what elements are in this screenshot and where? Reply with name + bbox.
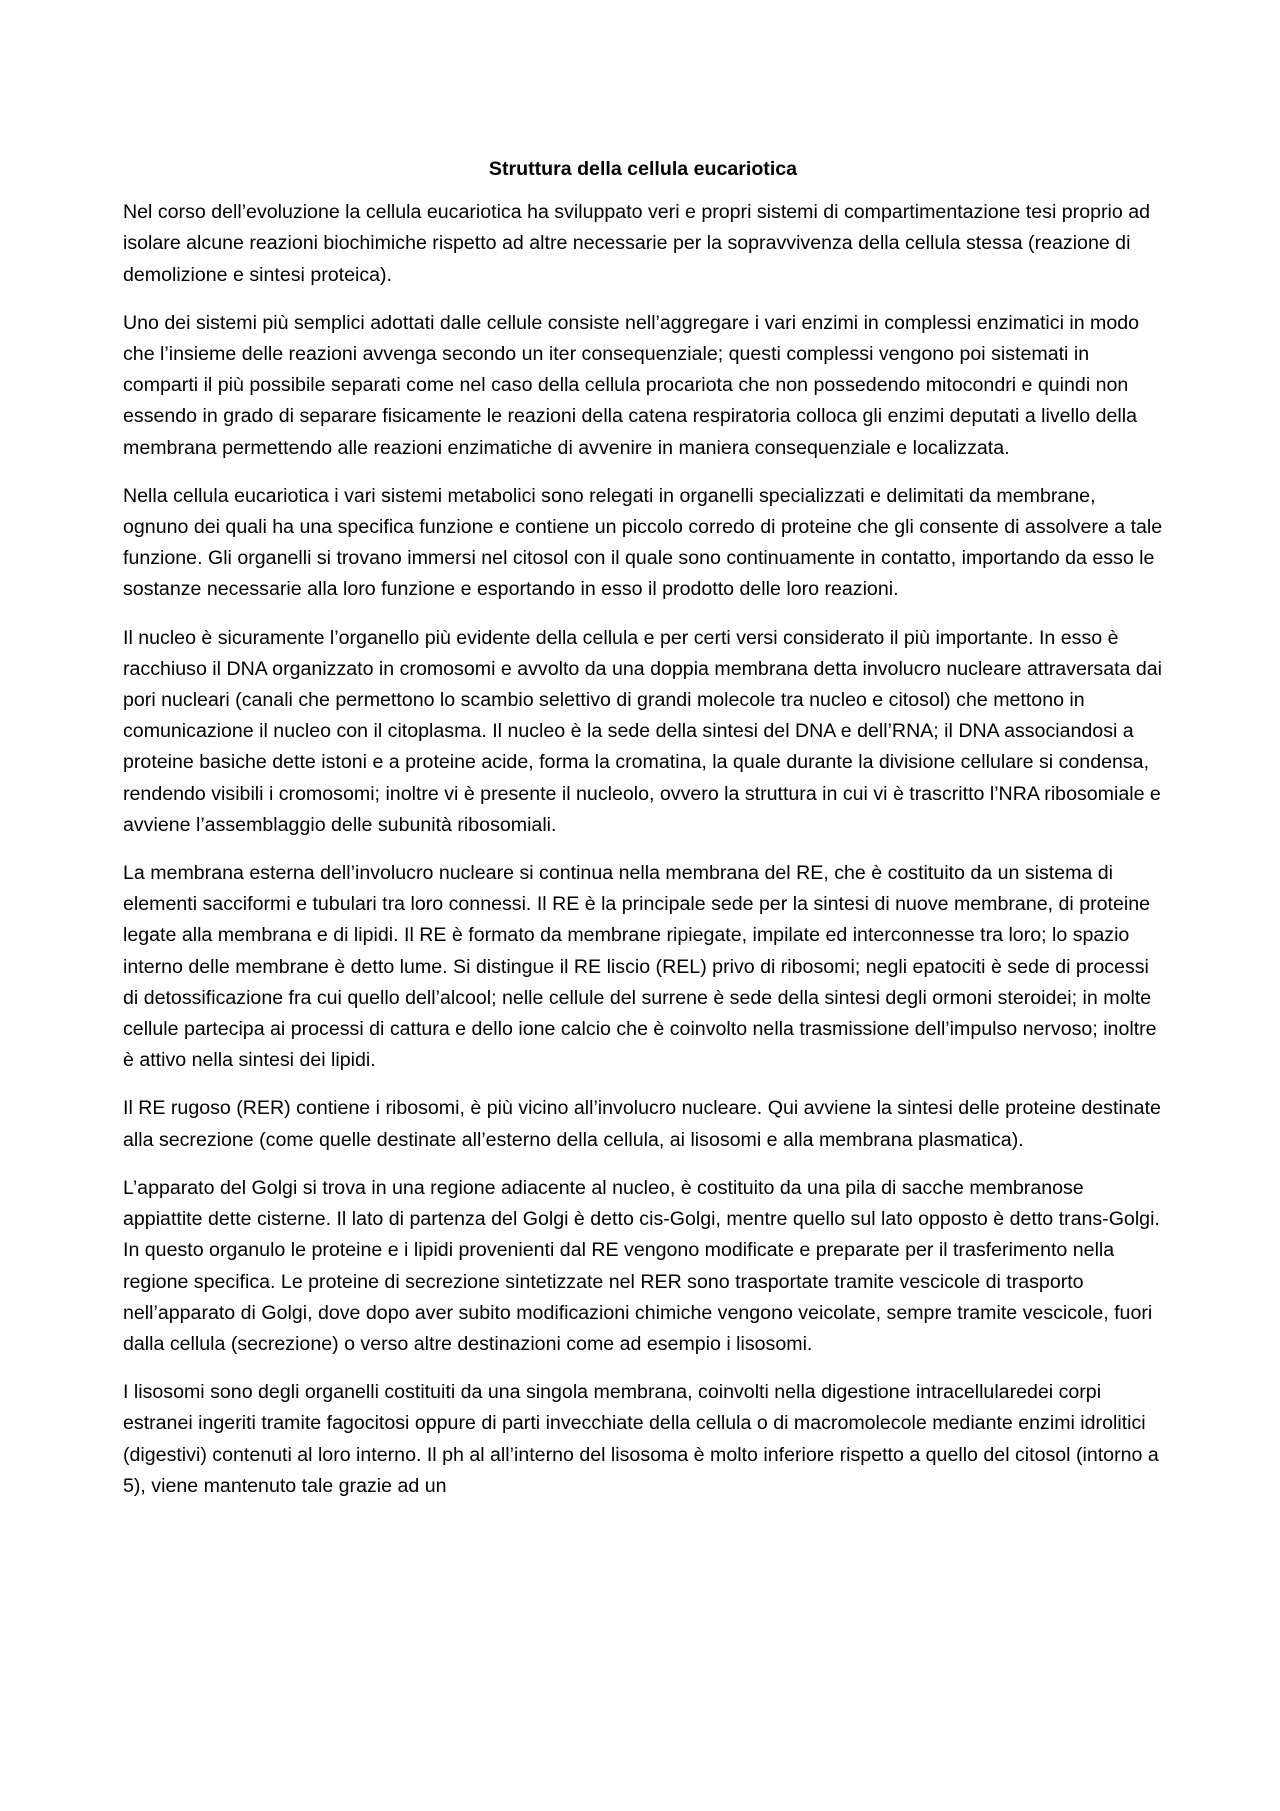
paragraph-7: L’apparato del Golgi si trova in una regione adiacente al nucleo, è costituito da una pila di sacche membranose appiattite dette cisterne. Il lato di partenza del Golgi è detto cis-Golgi, mentre quello sul lato opposto è detto trans-Golgi. In questo organulo le proteine e i lipidi provenienti dal RE vengono modificate e preparate per il trasferimento nella regione specifica. Le proteine di secrezione sintetizzate nel RER sono trasportate tramite vescicole di trasporto nell’apparato di Golgi, dove dopo aver subito modificazioni chimiche vengono veicolate, sempre tramite vescicole, fuori dalla cellula (secrezione) o verso altre destinazioni come ad esempio i lisosomi.	[123, 1176, 1160, 1355]
paragraph-8: I lisosomi sono degli organelli costituiti da una singola membrana, coinvolti nella digestione intracellularedei corpi estranei ingeriti tramite fagocitosi oppure di parti invecchiate della cellula o di macromolecole mediante enzimi idrolitici (digestivi) contenuti al loro interno. Il ph al all’interno del lisosoma è molto inferiore rispetto a quello del citosol (intorno a 5), viene mantenuto tale grazie ad un	[123, 1381, 1159, 1497]
document-title: Struttura della cellula eucariotica	[488, 158, 798, 180]
paragraph-1: Nel corso dell’evoluzione la cellula eucariotica ha sviluppato veri e propri sistemi di compartimentazione tesi proprio ad isolare alcune reazioni biochimiche rispetto ad altre necessarie per la sopravvivenza della cellula stessa (reazione di demolizione e sintesi proteica).	[123, 201, 1151, 286]
paragraph-3: Nella cellula eucariotica i vari sistemi metabolici sono relegati in organelli specializzati e delimitati da membrane, ognuno dei quali ha una specifica funzione e contiene un piccolo corredo di proteine che gli consente di assolvere a tale funzione. Gli organelli si trovano immersi nel citosol con il quale sono continuamente in contatto, importando da esso le sostanze necessarie alla loro funzione e esportando in esso il prodotto delle loro reazioni.	[123, 484, 1163, 601]
paragraph-6: Il RE rugoso (RER) contiene i ribosomi, è più vicino all’involucro nucleare. Qui avviene la sintesi delle proteine destinate alla secrezione (come quelle destinate all’esterno della cellula, ai lisosomi e alla membrana plasmatica).	[123, 1097, 1161, 1151]
paragraph-2: Uno dei sistemi più semplici adottati dalle cellule consiste nell’aggregare i vari enzimi in complessi enzimatici in modo che l’insieme delle reazioni avvenga secondo un iter consequenziale; questi complessi vengono poi sistemati in comparti il più possibile separati come nel caso della cellula procariota che non possedendo mitocondri e quindi non essendo in grado di separare fisicamente le reazioni della catena respiratoria colloca gli enzimi deputati a livello della membrana permettendo alle reazioni enzimatiche di avvenire in maniera consequenziale e localizzata.	[123, 311, 1140, 459]
paragraph-4: Il nucleo è sicuramente l’organello più evidente della cellula e per certi versi considerato il più importante. In esso è racchiuso il DNA organizzato in cromosomi e avvolto da una doppia membrana detta involucro nucleare attraversata dai pori nucleari (canali che permettono lo scambio selettivo di grandi molecole tra nucleo e citosol) che mettono in comunicazione il nucleo con il citoplasma. Il nucleo è la sede della sintesi del DNA e dell’RNA; il DNA associandosi a proteine basiche dette istoni e a proteine acide, forma la cromatina, la quale durante la divisione cellulare si condensa, rendendo visibili i cromosomi; inoltre vi è presente il nucleolo, ovvero la struttura in cui vi è trascritto l’NRA ribosomiale e avviene l’assemblaggio delle subunità ribosomiali.	[123, 626, 1163, 836]
paragraph-5: La membrana esterna dell’involucro nucleare si continua nella membrana del RE, che è costituito da un sistema di elementi sacciformi e tubulari tra loro connessi. Il RE è la principale sede per la sintesi di nuove membrane, di proteine legate alla membrana e di lipidi. Il RE è formato da membrane ripiegate, impilate ed interconnesse tra loro; lo spazio interno delle membrane è detto lume. Si distingue il RE liscio (REL) privo di ribosomi; negli epatociti è sede di processi di detossificazione fra cui quello dell’alcool; nelle cellule del surrene è sede della sintesi degli ormoni steroidei; in molte cellule partecipa ai processi di cattura e dello ione calcio che è coinvolto nella trasmissione dell’impulso nervoso; inoltre è attivo nella sintesi dei lipidi.	[123, 862, 1157, 1072]
document-page	[123, 154, 1163, 1519]
